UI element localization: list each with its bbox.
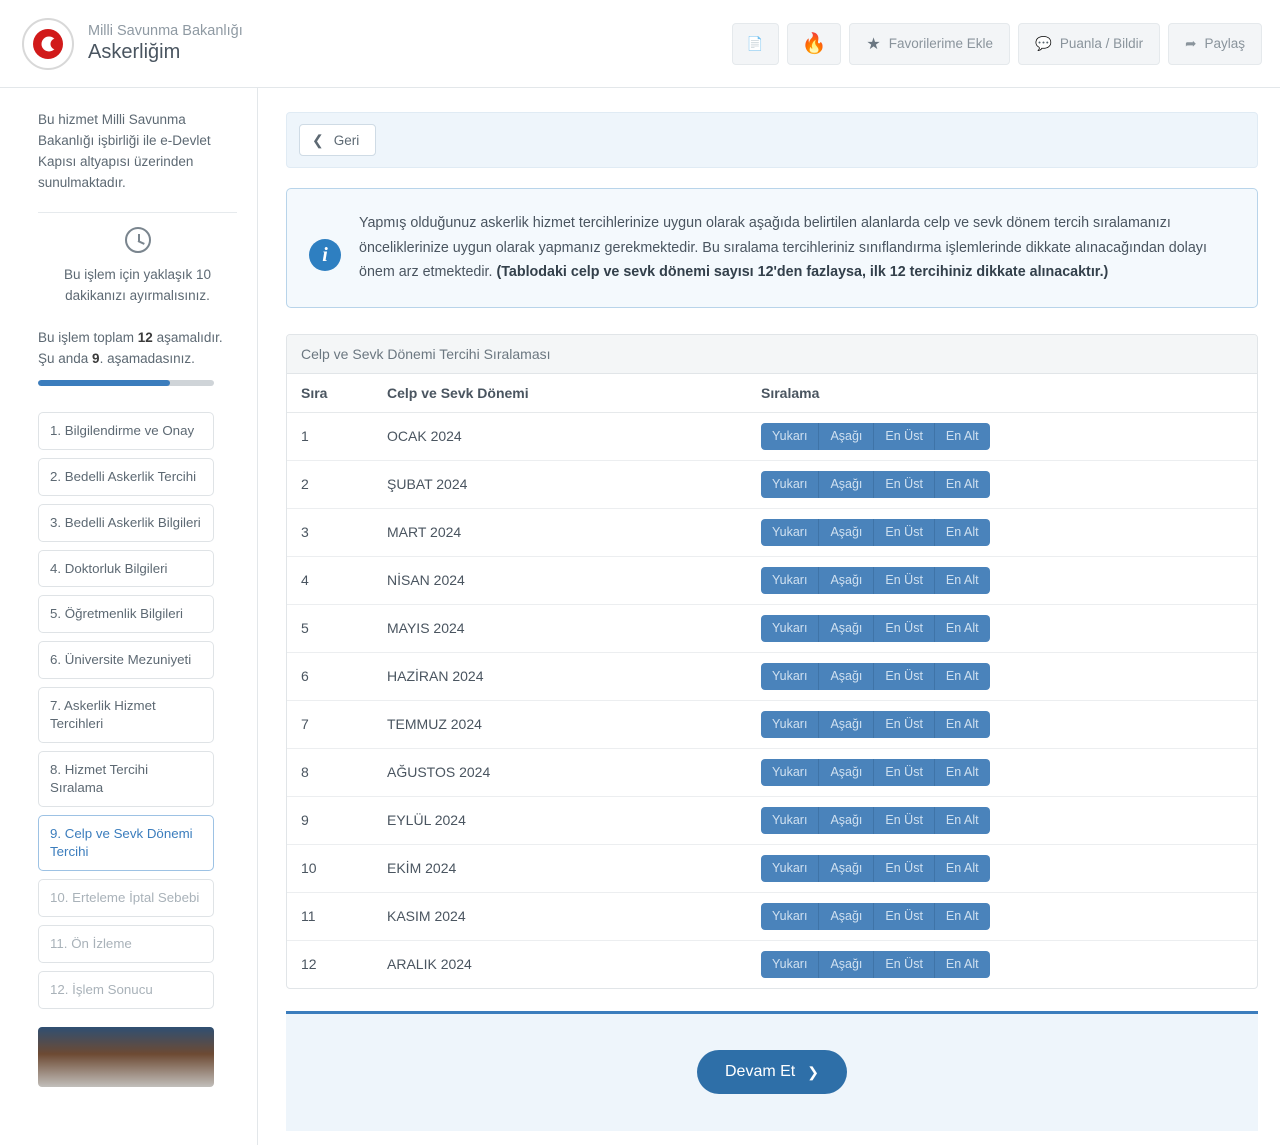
move-up-button[interactable]: Yukarı [761, 615, 819, 642]
order-button-group [761, 519, 990, 546]
table-row [287, 508, 1257, 556]
add-favorite-label: Favorilerime Ekle [888, 36, 994, 51]
cell-donem: MAYIS 2024 [373, 604, 747, 652]
table-row [287, 412, 1257, 460]
cell-siralama [747, 460, 1257, 508]
table-row [287, 892, 1257, 940]
share-label: Paylaş [1204, 36, 1245, 51]
cell-donem: EKİM 2024 [373, 844, 747, 892]
move-up-button[interactable]: Yukarı [761, 759, 819, 786]
table-row [287, 652, 1257, 700]
cell-siralama [747, 652, 1257, 700]
back-button-label: Geri [333, 132, 360, 148]
cell-sira: 1 [287, 412, 373, 460]
preference-table [287, 374, 1257, 988]
move-up-button[interactable]: Yukarı [761, 663, 819, 690]
sidebar-step-3[interactable]: 3. Bedelli Askerlik Bilgileri [38, 504, 214, 542]
move-down-button[interactable]: Aşağı [819, 711, 874, 738]
move-down-button[interactable]: Aşağı [819, 423, 874, 450]
page-layout [0, 88, 1280, 1145]
move-bottom-button[interactable]: En Alt [935, 615, 990, 642]
tr-crescent-star-emblem-icon [22, 18, 74, 70]
progress-bar [38, 380, 214, 386]
table-header-row [287, 374, 1257, 413]
move-down-button[interactable]: Aşağı [819, 663, 874, 690]
document-icon-button[interactable] [732, 23, 779, 65]
sidebar-step-4[interactable]: 4. Doktorluk Bilgileri [38, 550, 214, 588]
sidebar-time-note: Bu işlem için yaklaşık 10 dakikanızı ayırmalısınız. [63, 266, 212, 303]
cell-siralama [747, 508, 1257, 556]
cell-sira: 6 [287, 652, 373, 700]
table-row [287, 844, 1257, 892]
sidebar-divider-1 [38, 212, 237, 213]
document-icon: 📄 [746, 35, 764, 51]
move-down-button[interactable]: Aşağı [819, 615, 874, 642]
order-button-group [761, 951, 990, 978]
flame-icon: 🔥 [801, 33, 827, 55]
sidebar-step-11[interactable]: 11. Ön İzleme [38, 925, 214, 963]
chevron-left-icon: ❮ [312, 131, 324, 148]
order-button-group [761, 423, 990, 450]
steps-current: 9 [92, 351, 100, 367]
continue-button[interactable] [697, 1050, 847, 1094]
brand-ministry: Milli Savunma Bakanlığı [88, 22, 243, 39]
cell-siralama [747, 892, 1257, 940]
order-button-group [761, 615, 990, 642]
order-button-group [761, 855, 990, 882]
table-row [287, 940, 1257, 988]
back-button[interactable] [299, 124, 376, 156]
cell-sira: 4 [287, 556, 373, 604]
continue-button-label: Devam Et [725, 1063, 796, 1081]
sidebar-step-2[interactable]: 2. Bedelli Askerlik Tercihi [38, 458, 214, 496]
sidebar [0, 88, 258, 1145]
sidebar-step-5[interactable]: 5. Öğretmenlik Bilgileri [38, 595, 214, 633]
star-icon: ★ [866, 35, 881, 53]
cell-siralama [747, 940, 1257, 988]
table-head [287, 374, 1257, 413]
cell-siralama [747, 844, 1257, 892]
panel-title: Celp ve Sevk Dönemi Tercihi Sıralaması [287, 335, 1257, 374]
app-header [0, 0, 1280, 88]
move-top-button[interactable]: En Üst [874, 567, 935, 594]
move-bottom-button[interactable]: En Alt [935, 855, 990, 882]
back-bar [286, 112, 1258, 168]
order-button-group [761, 471, 990, 498]
move-up-button[interactable]: Yukarı [761, 903, 819, 930]
move-bottom-button[interactable]: En Alt [935, 807, 990, 834]
info-banner [286, 188, 1258, 308]
move-top-button[interactable]: En Üst [874, 759, 935, 786]
move-up-button[interactable]: Yukarı [761, 471, 819, 498]
cell-donem: NİSAN 2024 [373, 556, 747, 604]
cell-donem: HAZİRAN 2024 [373, 652, 747, 700]
move-up-button[interactable]: Yukarı [761, 519, 819, 546]
cell-sira: 11 [287, 892, 373, 940]
cell-sira: 9 [287, 796, 373, 844]
sidebar-step-12[interactable]: 12. İşlem Sonucu [38, 971, 214, 1009]
move-top-button[interactable]: En Üst [874, 423, 935, 450]
move-up-button[interactable]: Yukarı [761, 855, 819, 882]
move-up-button[interactable]: Yukarı [761, 423, 819, 450]
column-header-siralama: Sıralama [747, 374, 1257, 413]
order-button-group [761, 807, 990, 834]
share-icon: ➦ [1185, 35, 1197, 51]
cell-siralama [747, 748, 1257, 796]
main-content [258, 88, 1280, 1145]
move-top-button[interactable]: En Üst [874, 663, 935, 690]
table-row [287, 700, 1257, 748]
preference-panel [286, 334, 1258, 989]
cell-sira: 7 [287, 700, 373, 748]
table-row [287, 556, 1257, 604]
cell-siralama [747, 412, 1257, 460]
move-top-button[interactable]: En Üst [874, 711, 935, 738]
sidebar-step-9[interactable]: 9. Celp ve Sevk Dönemi Tercihi [38, 815, 214, 871]
cell-siralama [747, 796, 1257, 844]
cell-donem: AĞUSTOS 2024 [373, 748, 747, 796]
move-bottom-button[interactable]: En Alt [935, 423, 990, 450]
order-button-group [761, 903, 990, 930]
sidebar-step-8[interactable]: 8. Hizmet Tercihi Sıralama [38, 751, 214, 807]
order-button-group [761, 663, 990, 690]
move-down-button[interactable]: Aşağı [819, 759, 874, 786]
move-down-button[interactable]: Aşağı [819, 471, 874, 498]
move-bottom-button[interactable]: En Alt [935, 471, 990, 498]
order-button-group [761, 567, 990, 594]
cell-donem: EYLÜL 2024 [373, 796, 747, 844]
info-text-normal: Yapmış olduğunuz askerlik hizmet tercihlerinize uygun olarak aşağıda belirtilen alanlarda celp ve sevk dönem tercih sıralamanızı önceliklerinize uygun olarak yapmanız gerekmektedir. Bu sıralama tercihleriniz sınıflandırma işlemlerinde dikkate alınacağından dolayı önem arz etmektedir. [359, 215, 1207, 281]
table-row [287, 748, 1257, 796]
move-bottom-button[interactable]: En Alt [935, 567, 990, 594]
table-row [287, 796, 1257, 844]
cell-sira: 3 [287, 508, 373, 556]
cell-sira: 10 [287, 844, 373, 892]
move-down-button[interactable]: Aşağı [819, 951, 874, 978]
cell-sira: 8 [287, 748, 373, 796]
move-down-button[interactable]: Aşağı [819, 903, 874, 930]
steps-note-suffix: . aşamadasınız. [99, 351, 195, 367]
cell-siralama [747, 604, 1257, 652]
table-body [287, 412, 1257, 988]
sidebar-step-6[interactable]: 6. Üniversite Mezuniyeti [38, 641, 214, 679]
move-bottom-button[interactable]: En Alt [935, 519, 990, 546]
move-bottom-button[interactable]: En Alt [935, 951, 990, 978]
column-header-sira: Sıra [287, 374, 373, 413]
table-row [287, 460, 1257, 508]
move-top-button[interactable]: En Üst [874, 855, 935, 882]
cell-donem: TEMMUZ 2024 [373, 700, 747, 748]
move-up-button[interactable]: Yukarı [761, 807, 819, 834]
move-up-button[interactable]: Yukarı [761, 951, 819, 978]
sidebar-step-1[interactable]: 1. Bilgilendirme ve Onay [38, 412, 214, 450]
comment-icon: 💬 [1035, 35, 1052, 51]
table-row [287, 604, 1257, 652]
move-top-button[interactable]: En Üst [874, 519, 935, 546]
sidebar-promo-image[interactable] [38, 1027, 214, 1087]
info-text-bold: (Tablodaki celp ve sevk dönemi sayısı 12'den fazlaysa, ilk 12 tercihiniz dikkate alınacaktır.) [496, 264, 1109, 281]
move-bottom-button[interactable]: En Alt [935, 903, 990, 930]
order-button-group [761, 711, 990, 738]
header-actions [726, 23, 1262, 65]
cell-sira: 5 [287, 604, 373, 652]
brand-logo[interactable] [22, 18, 243, 70]
sidebar-step-list [38, 412, 237, 1009]
move-top-button[interactable]: En Üst [874, 903, 935, 930]
progress-bar-fill [38, 380, 170, 386]
cell-siralama [747, 556, 1257, 604]
cell-donem: OCAK 2024 [373, 412, 747, 460]
move-top-button[interactable]: En Üst [874, 951, 935, 978]
move-down-button[interactable]: Aşağı [819, 519, 874, 546]
move-up-button[interactable]: Yukarı [761, 567, 819, 594]
column-header-donem: Celp ve Sevk Dönemi [373, 374, 747, 413]
cell-sira: 12 [301, 956, 317, 973]
rate-report-button[interactable] [1018, 23, 1160, 65]
sidebar-step-7[interactable]: 7. Askerlik Hizmet Tercihleri [38, 687, 214, 743]
move-bottom-button[interactable]: En Alt [935, 759, 990, 786]
move-down-button[interactable]: Aşağı [819, 807, 874, 834]
info-banner-text [359, 211, 1231, 285]
move-up-button[interactable]: Yukarı [761, 711, 819, 738]
sidebar-step-10[interactable]: 10. Erteleme İptal Sebebi [38, 879, 214, 917]
rate-report-label: Puanla / Bildir [1059, 36, 1144, 51]
move-top-button[interactable]: En Üst [874, 615, 935, 642]
add-favorite-button[interactable] [849, 23, 1010, 65]
cell-donem: KASIM 2024 [373, 892, 747, 940]
move-top-button[interactable]: En Üst [874, 807, 935, 834]
move-down-button[interactable]: Aşağı [819, 855, 874, 882]
info-icon: i [309, 239, 341, 271]
brand-service: Askerliğim [88, 41, 181, 64]
order-button-group [761, 759, 990, 786]
chevron-right-icon: ❯ [807, 1063, 819, 1080]
flame-icon-button[interactable] [787, 23, 842, 65]
steps-note-middle: aşamalıdır. Şu anda [38, 329, 223, 367]
move-down-button[interactable]: Aşağı [819, 567, 874, 594]
cell-donem: ŞUBAT 2024 [373, 460, 747, 508]
sidebar-service-note: Bu hizmet Milli Savunma Bakanlığı işbirliği ile e-Devlet Kapısı altyapısı üzerinden sunulmaktadır. [38, 112, 211, 190]
steps-note-prefix: Bu işlem toplam [38, 329, 138, 345]
cell-donem: MART 2024 [373, 508, 747, 556]
move-bottom-button[interactable]: En Alt [935, 663, 990, 690]
footer-bar [286, 1011, 1258, 1131]
clock-icon-wrap [38, 227, 237, 253]
clock-icon [125, 227, 151, 253]
move-top-button[interactable]: En Üst [874, 471, 935, 498]
brand-text [88, 22, 243, 65]
move-bottom-button[interactable]: En Alt [935, 711, 990, 738]
share-button[interactable] [1168, 23, 1262, 65]
cell-sira: 2 [287, 460, 373, 508]
steps-total: 12 [137, 329, 153, 345]
cell-donem: ARALIK 2024 [387, 956, 472, 973]
cell-siralama [747, 700, 1257, 748]
sidebar-step-progress-text [38, 327, 228, 370]
